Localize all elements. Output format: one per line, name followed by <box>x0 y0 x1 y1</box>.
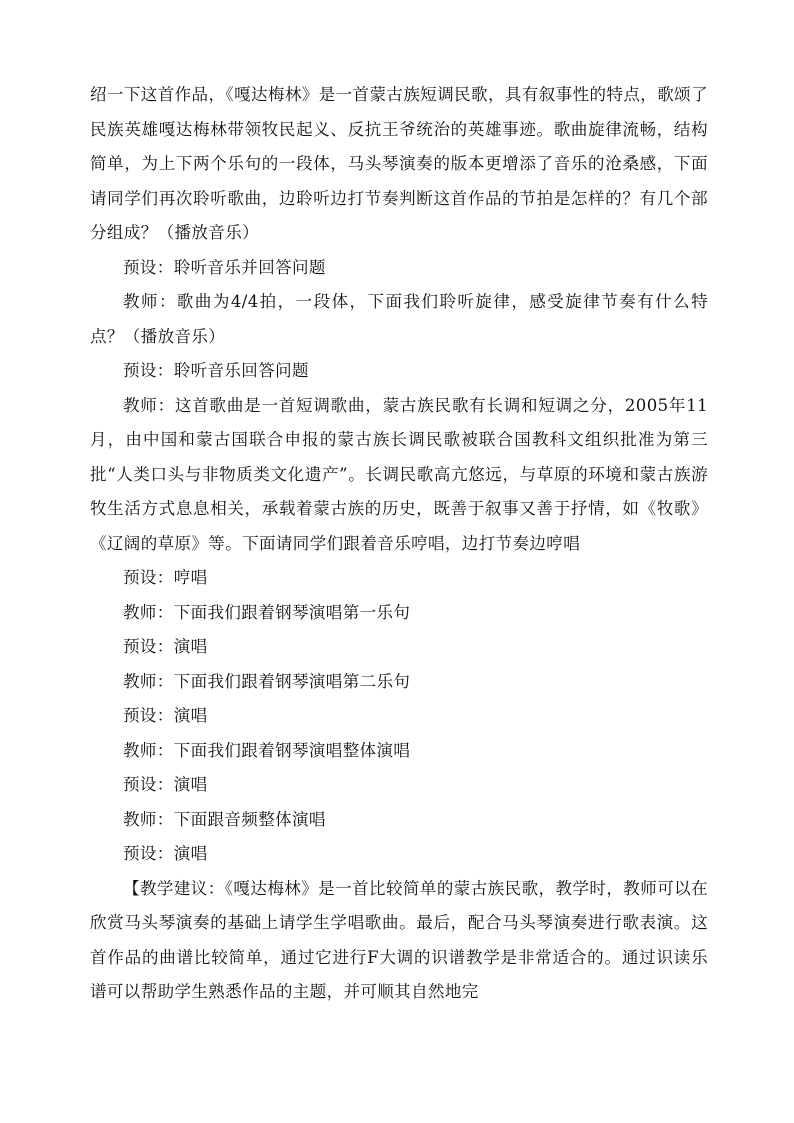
paragraph-preset-4: 预设：演唱 <box>123 637 208 656</box>
paragraph-preset-5: 预设：演唱 <box>123 706 208 725</box>
paragraph-teacher-3: 教师：下面我们跟着钢琴演唱第一乐句 <box>123 602 411 622</box>
paragraph-teaching-suggestion: 【教学建议：《嘎达梅林》是一首比较简单的蒙古族民歌，教学时，教师可以在欣赏马头琴演奏的基础上请学生学唱歌曲。最后，配合马头琴演奏进行歌表演。这首作品的曲谱比较简单，通过它进行F大调的识谱教学是非常适合的。通过识读乐谱可以帮助学生熟悉作品的主题，并可顺其自然地完 <box>90 878 708 1001</box>
paragraph-teacher-5: 教师：下面我们跟着钢琴演唱整体演唱 <box>123 740 411 760</box>
paragraph-preset-7: 预设：演唱 <box>123 844 208 863</box>
paragraph-teacher-1: 教师：歌曲为4/4拍，一段体，下面我们聆听旋律，感受旋律节奏有什么特点？（播放音乐） <box>90 292 708 346</box>
document-body <box>90 78 708 1010</box>
paragraph-teacher-4: 教师：下面我们跟着钢琴演唱第二乐句 <box>123 671 411 691</box>
paragraph-teacher-6: 教师：下面跟音频整体演唱 <box>123 809 326 829</box>
paragraph-preset-6: 预设：演唱 <box>123 775 208 794</box>
paragraph-preset-2: 预设：聆听音乐回答问题 <box>123 361 309 380</box>
paragraph-teacher-2: 教师：这首歌曲是一首短调歌曲，蒙古族民歌有长调和短调之分，2005年11月，由中国和蒙古国联合申报的蒙古族长调民歌被联合国教科文组织批准为第三批“人类口头与非物质类文化遗产”。长调民歌高亢悠远，与草原的环境和蒙古族游牧生活方式息息相关，承载着蒙古族的历史，既善于叙事又善于抒情，如《牧歌》《辽阔的草原》等。下面请同学们跟着音乐哼唱，边打节奏边哼唱 <box>90 395 708 553</box>
paragraph-preset-3: 预设：哼唱 <box>123 568 208 587</box>
paragraph-intro: 绍一下这首作品，《嘎达梅林》是一首蒙古族短调民歌，具有叙事性的特点，歌颂了民族英雄嘎达梅林带领牧民起义、反抗王爷统治的英雄事迹。歌曲旋律流畅，结构简单，为上下两个乐句的一段体，马头琴演奏的版本更增添了音乐的沧桑感，下面请同学们再次聆听歌曲，边聆听边打节奏判断这首作品的节拍是怎样的？有几个部分组成？（播放音乐） <box>90 85 708 242</box>
paragraph-preset-1: 预设：聆听音乐并回答问题 <box>123 257 326 277</box>
